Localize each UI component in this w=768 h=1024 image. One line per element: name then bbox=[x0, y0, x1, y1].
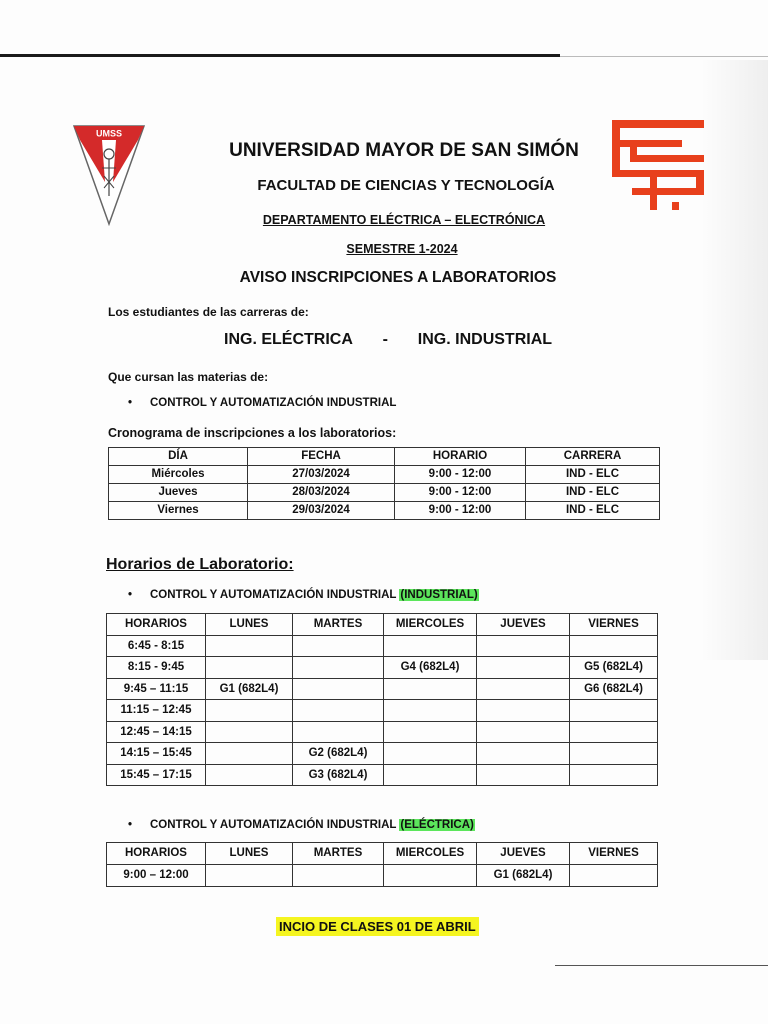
table-cell: Jueves bbox=[109, 484, 248, 502]
students-intro: Los estudiantes de las carreras de: bbox=[108, 305, 309, 319]
table-cell bbox=[384, 721, 477, 743]
table-cell: 9:00 - 12:00 bbox=[395, 466, 526, 484]
electrica-tag: (ELÉCTRICA) bbox=[400, 819, 474, 831]
table-header-cell: MIERCOLES bbox=[384, 614, 477, 636]
table-row bbox=[109, 466, 660, 484]
table-cell bbox=[206, 764, 293, 786]
table-header-cell: VIERNES bbox=[570, 614, 658, 636]
table-cell: G2 (682L4) bbox=[293, 743, 384, 765]
table-cell: G4 (682L4) bbox=[384, 657, 477, 679]
table-header-cell: VIERNES bbox=[570, 843, 658, 865]
table-cell bbox=[477, 700, 570, 722]
subjects-intro: Que cursan las materias de: bbox=[108, 370, 269, 384]
table-cell bbox=[206, 657, 293, 679]
table-header-cell: MARTES bbox=[293, 614, 384, 636]
table-cell bbox=[206, 721, 293, 743]
table-header-cell: HORARIO bbox=[395, 448, 526, 466]
table-cell bbox=[477, 764, 570, 786]
table-header-cell: LUNES bbox=[206, 614, 293, 636]
table-cell bbox=[477, 678, 570, 700]
table-cell bbox=[384, 743, 477, 765]
table-cell bbox=[477, 721, 570, 743]
table-cell bbox=[293, 700, 384, 722]
table-cell bbox=[477, 743, 570, 765]
careers-line bbox=[224, 331, 552, 349]
table-header-cell: HORARIOS bbox=[107, 614, 206, 636]
table-cell: 8:15 - 9:45 bbox=[107, 657, 206, 679]
table-header-cell: MARTES bbox=[293, 843, 384, 865]
top-scan-line bbox=[0, 54, 560, 57]
table-cell bbox=[570, 721, 658, 743]
table-cell bbox=[206, 635, 293, 657]
career-electrica: ING. ELÉCTRICA bbox=[224, 331, 353, 348]
industrial-subject-name: CONTROL Y AUTOMATIZACIÓN INDUSTRIAL bbox=[150, 589, 397, 601]
electrica-subject-bullet bbox=[128, 819, 475, 831]
department-name: DEPARTAMENTO ELÉCTRICA – ELECTRÓNICA bbox=[262, 213, 546, 227]
table-cell: 6:45 - 8:15 bbox=[107, 635, 206, 657]
table-cell: 9:00 - 12:00 bbox=[395, 502, 526, 520]
table-cell bbox=[293, 635, 384, 657]
bullet-dot-icon: • bbox=[128, 589, 133, 601]
table-cell: 11:15 – 12:45 bbox=[107, 700, 206, 722]
fcyt-logo bbox=[612, 120, 704, 210]
table-header-cell: DÍA bbox=[109, 448, 248, 466]
table-cell bbox=[570, 865, 658, 887]
table-header-cell: CARRERA bbox=[526, 448, 660, 466]
table-cell: 14:15 – 15:45 bbox=[107, 743, 206, 765]
table-row bbox=[107, 865, 658, 887]
table-cell bbox=[293, 678, 384, 700]
table-header-row bbox=[107, 614, 658, 636]
table-cell: 9:45 – 11:15 bbox=[107, 678, 206, 700]
lab-schedule-title: Horarios de Laboratorio: bbox=[106, 556, 294, 573]
table-cell: IND - ELC bbox=[526, 502, 660, 520]
table-cell: IND - ELC bbox=[526, 484, 660, 502]
classes-start-notice: INCIO DE CLASES 01 DE ABRIL bbox=[276, 917, 479, 936]
table-cell: G3 (682L4) bbox=[293, 764, 384, 786]
table-cell: Miércoles bbox=[109, 466, 248, 484]
bullet-dot-icon: • bbox=[128, 819, 133, 831]
table-row bbox=[107, 635, 658, 657]
table-row bbox=[107, 743, 658, 765]
table-row bbox=[107, 678, 658, 700]
table-cell bbox=[206, 865, 293, 887]
table-cell: G1 (682L4) bbox=[477, 865, 570, 887]
table-cell: 9:00 – 12:00 bbox=[107, 865, 206, 887]
table-cell bbox=[206, 700, 293, 722]
table-cell bbox=[206, 743, 293, 765]
table-cell: G6 (682L4) bbox=[570, 678, 658, 700]
industrial-tag: (INDUSTRIAL) bbox=[400, 589, 478, 601]
table-header-cell: JUEVES bbox=[477, 843, 570, 865]
table-cell bbox=[570, 635, 658, 657]
bullet-dot-icon: • bbox=[128, 397, 133, 409]
table-row bbox=[109, 502, 660, 520]
table-cell bbox=[477, 657, 570, 679]
umss-logo-text: UMSS bbox=[95, 128, 123, 139]
table-cell: 28/03/2024 bbox=[248, 484, 395, 502]
semester-label: SEMESTRE 1-2024 bbox=[346, 242, 458, 256]
subject-bullet bbox=[128, 397, 396, 409]
table-row bbox=[107, 764, 658, 786]
career-industrial: ING. INDUSTRIAL bbox=[417, 331, 553, 348]
table-cell bbox=[293, 865, 384, 887]
table-cell bbox=[384, 678, 477, 700]
table-cell: IND - ELC bbox=[526, 466, 660, 484]
enrollment-table bbox=[108, 447, 660, 520]
table-header-row bbox=[107, 843, 658, 865]
table-row bbox=[107, 700, 658, 722]
table-cell: G1 (682L4) bbox=[206, 678, 293, 700]
table-cell bbox=[570, 743, 658, 765]
university-name: UNIVERSIDAD MAYOR DE SAN SIMÓN bbox=[229, 140, 579, 161]
career-separator: - bbox=[382, 331, 388, 348]
table-cell bbox=[570, 700, 658, 722]
table-cell: Viernes bbox=[109, 502, 248, 520]
table-cell bbox=[293, 721, 384, 743]
table-cell bbox=[477, 635, 570, 657]
table-header-cell: LUNES bbox=[206, 843, 293, 865]
table-cell: 27/03/2024 bbox=[248, 466, 395, 484]
table-cell bbox=[384, 635, 477, 657]
table-cell: 29/03/2024 bbox=[248, 502, 395, 520]
industrial-subject-bullet bbox=[128, 589, 479, 601]
table-cell bbox=[384, 865, 477, 887]
table-cell bbox=[293, 657, 384, 679]
electrica-lab-table bbox=[106, 842, 658, 887]
table-cell bbox=[570, 764, 658, 786]
notice-title: AVISO INSCRIPCIONES A LABORATORIOS bbox=[239, 269, 557, 286]
table-cell bbox=[384, 700, 477, 722]
bottom-scan-line bbox=[555, 965, 768, 966]
table-row bbox=[107, 721, 658, 743]
table-cell: 12:45 – 14:15 bbox=[107, 721, 206, 743]
electrica-subject-name: CONTROL Y AUTOMATIZACIÓN INDUSTRIAL bbox=[150, 819, 397, 831]
table-cell: 15:45 – 17:15 bbox=[107, 764, 206, 786]
table-cell: 9:00 - 12:00 bbox=[395, 484, 526, 502]
table-header-row bbox=[109, 448, 660, 466]
schedule-intro: Cronograma de inscripciones a los laboratorios: bbox=[108, 426, 397, 440]
table-header-cell: MIERCOLES bbox=[384, 843, 477, 865]
table-cell bbox=[384, 764, 477, 786]
table-header-cell: JUEVES bbox=[477, 614, 570, 636]
table-row bbox=[109, 484, 660, 502]
subject-name: CONTROL Y AUTOMATIZACIÓN INDUSTRIAL bbox=[150, 397, 397, 409]
industrial-lab-table bbox=[106, 613, 658, 786]
table-header-cell: HORARIOS bbox=[107, 843, 206, 865]
faculty-name: FACULTAD DE CIENCIAS Y TECNOLOGÍA bbox=[257, 177, 555, 194]
table-header-cell: FECHA bbox=[248, 448, 395, 466]
table-cell: G5 (682L4) bbox=[570, 657, 658, 679]
table-row bbox=[107, 657, 658, 679]
top-scan-line-thin bbox=[560, 56, 768, 57]
